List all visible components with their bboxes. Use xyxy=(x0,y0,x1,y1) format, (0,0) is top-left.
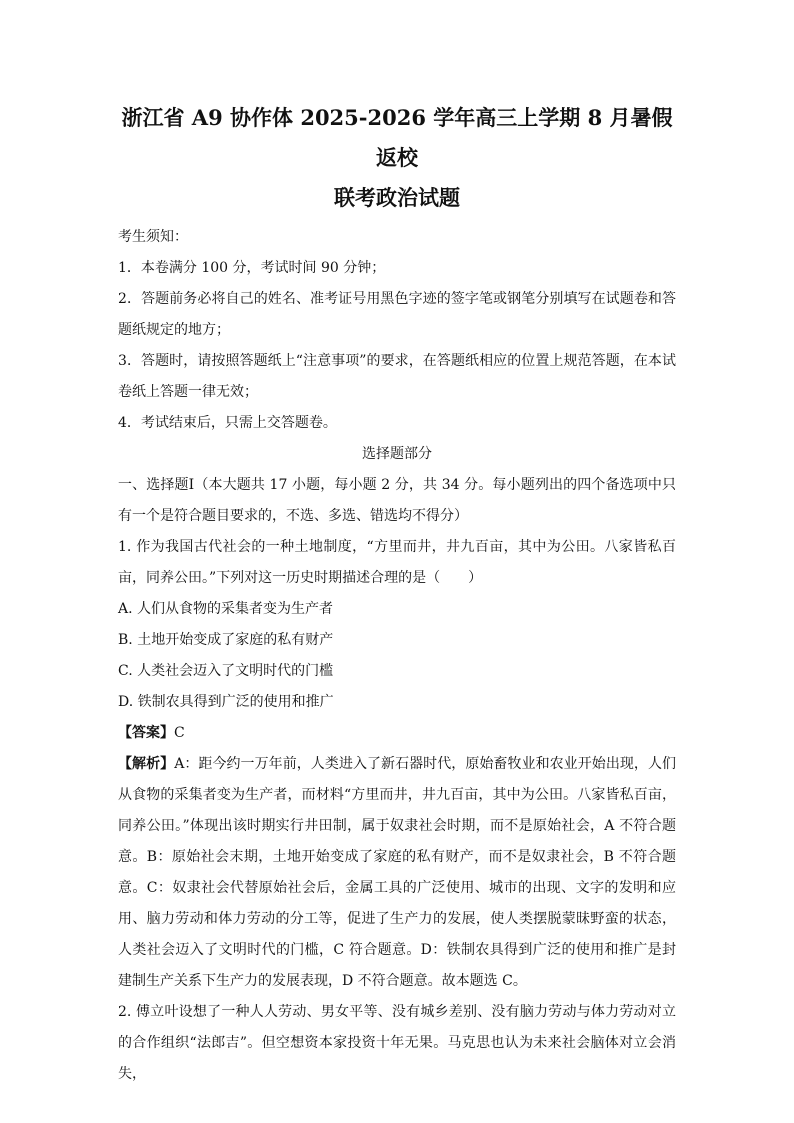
analysis-text: A：距今约一万年前，人类进入了新石器时代，原始畜牧业和农业开始出现，人们从食物的采集者变为生产者，而材料“方里而井，井九百亩，其中为公田。八家皆私百亩，同养公田。”体现出该时期实行井田制，属于奴隶社会时期，而不是原始社会，A 不符合题意。B：原始社会末期，土地开始变成了家庭的私有财产，而不是奴隶社会，B 不符合题意。C：奴隶社会代替原始社会后，金属工具的广泛使用、城市的出现、文字的发明和应用、脑力劳动和体力劳动的分工等，促进了生产力的发展，使人类摆脱蒙昧野蛮的状态，人类社会迈入了文明时代的门槛，C 符合题意。D：铁制农具得到广泛的使用和推广是封建制生产关系下生产力的发展表现，D 不符合题意。故本题选 C。 xyxy=(118,756,677,989)
notice-item-1: 1．本卷满分 100 分，考试时间 90 分钟； xyxy=(118,260,386,276)
notice-item-4: 4．考试结束后，只需上交答题卷。 xyxy=(118,415,337,431)
question-1-answer xyxy=(118,718,676,749)
question-1-option-c: C. 人类社会迈入了文明时代的门槛 xyxy=(118,663,334,679)
answer-label: 【答案】 xyxy=(118,725,174,741)
question-1-analysis xyxy=(118,749,676,997)
notice-item-2: 2．答题前务必将自己的姓名、准考证号用黑色字迹的签字笔或钢笔分别填写在试题卷和答题纸规定的地方； xyxy=(118,291,676,338)
question-1-option-a: A. 人们从食物的采集者变为生产者 xyxy=(118,601,334,617)
document-title xyxy=(118,98,676,218)
notice-heading: 考生须知： xyxy=(118,229,188,245)
question-1-option-b: B. 土地开始变成了家庭的私有财产 xyxy=(118,632,334,648)
notice-item-3: 3．答题时，请按照答题纸上“注意事项”的要求，在答题纸相应的位置上规范答题，在本试卷纸上答题一律无效； xyxy=(118,353,676,400)
question-1-option-d: D. 铁制农具得到广泛的使用和推广 xyxy=(118,694,334,710)
question-2-stem: 2. 傅立叶设想了一种人人劳动、男女平等、没有城乡差别、没有脑力劳动与体力劳动对立的合作组织“法郎吉”。但空想资本家投资十年无果。马克思也认为未来社会脑体对立会消失， xyxy=(118,1004,676,1082)
part-intro: 一、选择题Ⅰ（本大题共 17 小题，每小题 2 分，共 34 分。每小题列出的四个备选项中只有一个是符合题目要求的，不选、多选、错选均不得分） xyxy=(118,477,676,524)
question-1-stem: 1. 作为我国古代社会的一种土地制度，“方里而井，井九百亩，其中为公田。八家皆私百亩，同养公田。”下列对这一历史时期描述合理的是（ ） xyxy=(118,539,676,586)
title-line-1: 浙江省 A9 协作体 2025-2026 学年高三上学期 8 月暑假返校 xyxy=(121,105,673,170)
title-line-2: 联考政治试题 xyxy=(334,185,460,210)
answer-value: C xyxy=(174,725,185,741)
analysis-label: 【解析】 xyxy=(118,756,175,772)
section-heading: 选择题部分 xyxy=(362,446,432,462)
